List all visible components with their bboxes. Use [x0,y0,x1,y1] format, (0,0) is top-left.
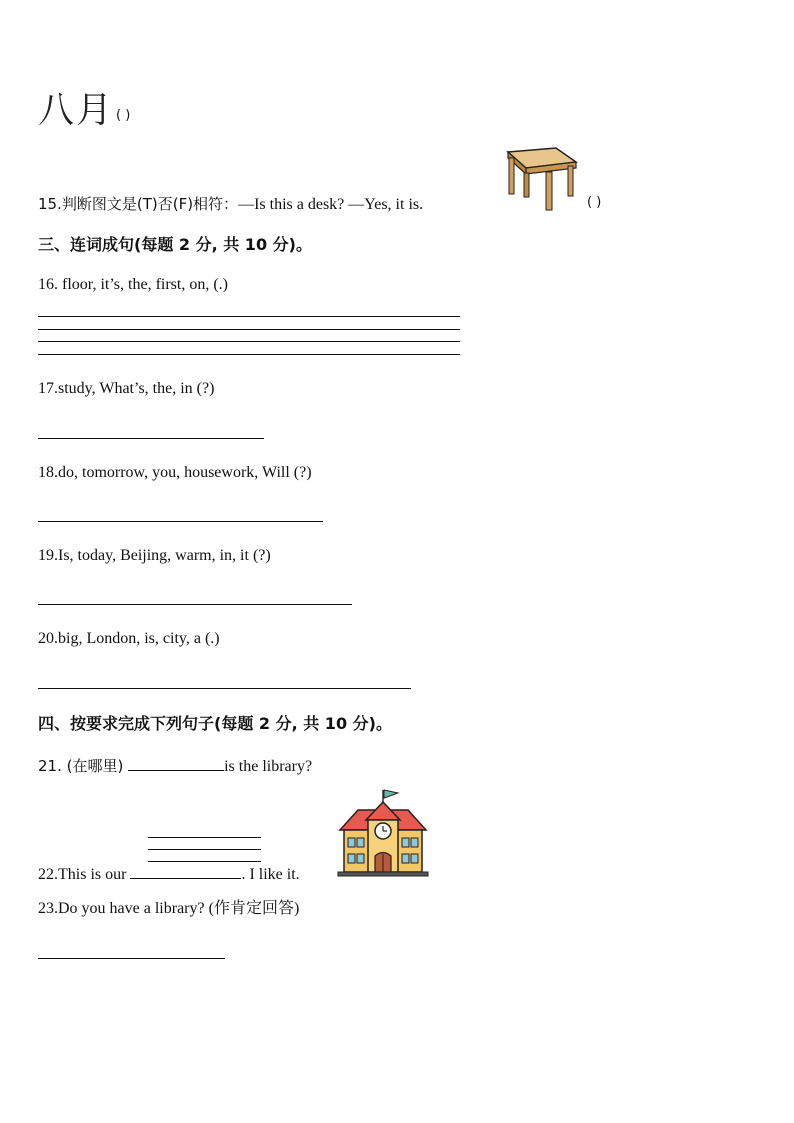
answer-line-20 [38,688,411,689]
month-answer-paren: ( ) [116,108,131,123]
question-23 [38,899,299,919]
question-22-suffix: . I like it. [241,866,300,883]
question-21-suffix: is the library? [224,758,313,775]
answer-line-16b [38,329,460,330]
blank-21 [128,754,224,771]
section-4-title: 四、按要求完成下列句子(每题 2 分, 共 10 分)。 [38,714,392,733]
question-17: 17.study, What’s, the, in (?) [38,380,215,397]
question-20: 20.big, London, is, city, a (.) [38,630,220,647]
answer-line-22b [148,849,261,850]
question-16: 16. floor, it’s, the, first, on, (.) [38,276,228,293]
school-picture [336,786,430,878]
question-18: 18.do, tomorrow, you, housework, Will (?) [38,464,312,481]
question-15-answer-paren: ( ) [587,195,602,210]
desk-picture [500,146,578,212]
section-3-title: 三、连词成句(每题 2 分, 共 10 分)。 [38,235,312,254]
question-15 [38,194,423,215]
answer-line-23 [38,958,225,959]
answer-line-22a [148,837,261,838]
question-21-prefix: 21. (在哪里) [38,757,129,775]
answer-line-19 [38,604,352,605]
question-15-dialogue: —Is this a desk? —Yes, it is. [238,196,424,213]
answer-line-18 [38,521,323,522]
answer-line-16c [38,341,460,342]
answer-line-16a [38,316,460,317]
month-title: 八月 [38,90,115,131]
blank-22 [130,862,241,879]
question-21 [38,754,312,777]
question-19: 19.Is, today, Beijing, warm, in, it (?) [38,547,271,564]
question-15-instruction: 15.判断图文是(T)否(F)相符： [38,195,239,213]
answer-line-17 [38,438,264,439]
question-22 [38,862,300,885]
question-23-text: 23.Do you have a library? (作肯定回答) [38,900,300,917]
question-22-prefix: 22.This is our [38,866,131,883]
answer-line-16d [38,354,460,355]
